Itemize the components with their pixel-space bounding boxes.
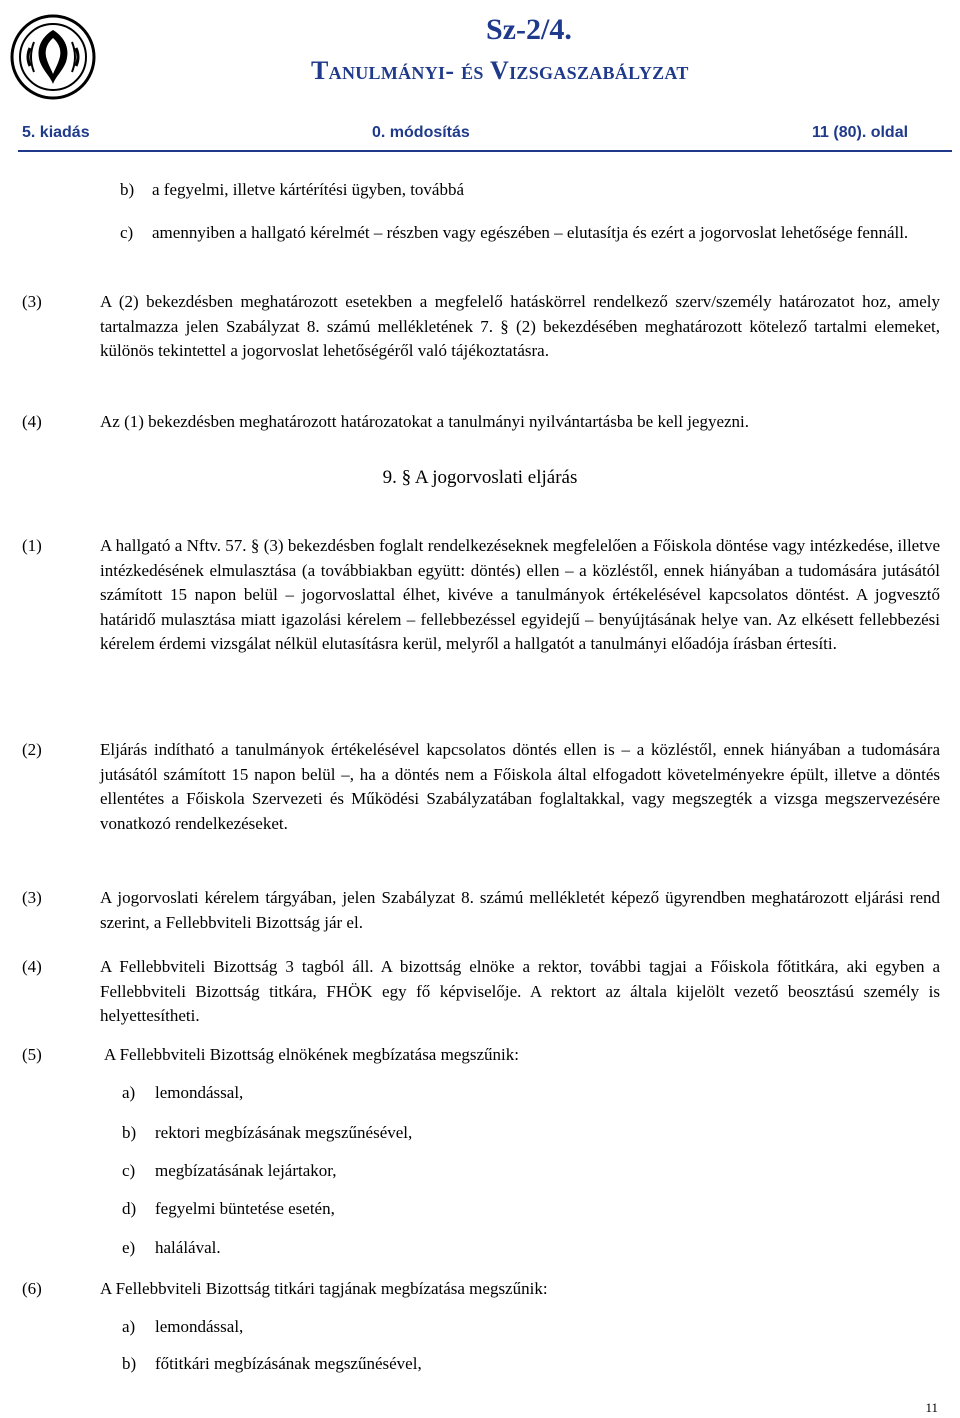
paragraph-number: (5)	[22, 1045, 42, 1064]
institution-seal-icon	[10, 14, 96, 100]
paragraph-text: A Fellebbviteli Bizottság elnökének megbízatása megszűnik:	[104, 1045, 519, 1064]
document-header	[0, 0, 960, 150]
list-item-text: lemondással,	[155, 1083, 244, 1102]
item-text: a fegyelmi, illetve kártérítési ügyben, továbbá	[152, 180, 465, 199]
paragraph-number: (4)	[22, 412, 42, 431]
list-item-label: a)	[122, 1083, 136, 1102]
paragraph-text: A (2) bekezdésben meghatározott esetekben a megfelelő hatáskörrel rendelkező szerv/személy határozatot hoz, amely tartalmazza jelen Szabályzat 8. számú mellékletének 7. § (2) bekezdésében meghatározott kötelező tartalmi elemeket, különös tekintettel a jogorvoslat lehetőségéről való tájékoztatásra.	[100, 292, 940, 360]
edition-label: 5. kiadás	[22, 124, 90, 141]
paragraph-text: Eljárás indítható a tanulmányok értékelésével kapcsolatos döntés ellen is – a közléstől, ennek hiányában a tudomására jutásától számított 15 napon belül –, ha a döntés nem a Főiskola által elfogadott követelményekre épült, illetve a döntés ellentétes a Főiskola Szervezeti és Működési Szabályzatában foglaltakkal, vagy megszegték a vizsga megszervezésére vonatkozó rendelkezéseket.	[100, 740, 940, 833]
paragraph-text: Az (1) bekezdésben meghatározott határozatokat a tanulmányi nyilvántartásba be kell jegyezni.	[100, 412, 750, 431]
item-label: b)	[120, 180, 135, 199]
list-item-label: c)	[122, 1161, 136, 1180]
list-item-label: e)	[122, 1238, 136, 1257]
paragraph-number: (2)	[22, 740, 42, 759]
modification-label: 0. módosítás	[372, 124, 470, 141]
paragraph-number: (1)	[22, 536, 42, 555]
list-item-text: lemondással,	[155, 1317, 244, 1336]
list-item-label: b)	[122, 1354, 137, 1373]
paragraph-number: (3)	[22, 292, 42, 311]
paragraph-text: A jogorvoslati kérelem tárgyában, jelen Szabályzat 8. számú mellékletét képező ügyrendben meghatározott eljárási rend szerint, a Fellebbviteli Bizottság jár el.	[100, 888, 940, 932]
header-divider	[18, 150, 952, 152]
paragraph-text: A hallgató a Nftv. 57. § (3) bekezdésben foglalt rendelkezéseknek megfelelően a Főiskola döntése vagy intézkedése, illetve intézkedésének elmulasztása (a továbbiakban együtt: döntés) ellen – a közléstől, ennek hiányában a tudomására jutásától számított 15 napon belül – jogorvoslattal élhet, kivéve a tanulmányok értékelésével kapcsolatos döntést. A jogvesztő határidő mulasztása miatt igazolási kérelem – fellebbezéssel egyidejű – benyújtásának helye van. Az elkésett fellebbezési kérelem érdemi vizsgálat nélkül elutasításra kerül, melyről a hallgatót a tanulmányi előadója írásban értesíti.	[100, 536, 940, 653]
document-title: Tanulmányi- és Vizsgaszabályzat	[311, 56, 689, 85]
paragraph-number: (3)	[22, 888, 42, 907]
paragraph-number: (4)	[22, 957, 42, 976]
list-item-text: főtitkári megbízásának megszűnésével,	[155, 1354, 422, 1373]
document-code: Sz-2/4.	[486, 13, 572, 46]
section-heading: 9. § A jogorvoslati eljárás	[382, 467, 578, 488]
paragraph-text: A Fellebbviteli Bizottság titkári tagjának megbízatása megszűnik:	[100, 1279, 548, 1298]
list-item-text: halálával.	[155, 1238, 221, 1257]
list-item-label: d)	[122, 1199, 137, 1218]
item-label: c)	[120, 223, 134, 242]
list-item-text: rektori megbízásának megszűnésével,	[155, 1123, 413, 1142]
item-text: amennyiben a hallgató kérelmét – részben vagy egészében – elutasítja és ezért a jogorvoslat lehetősége fennáll.	[152, 223, 909, 242]
paragraph-number: (6)	[22, 1279, 42, 1298]
list-item-label: a)	[122, 1317, 136, 1336]
page-info-label: 11 (80). oldal	[812, 124, 909, 141]
list-item-text: megbízatásának lejártakor,	[155, 1161, 337, 1180]
list-item-label: b)	[122, 1123, 137, 1142]
list-item-text: fegyelmi büntetése esetén,	[155, 1199, 335, 1218]
page-number: 11	[925, 1400, 938, 1415]
paragraph-text: A Fellebbviteli Bizottság 3 tagból áll. A bizottság elnöke a rektor, további tagjai a Főiskola főtitkára, aki egyben a Fellebbviteli Bizottság titkára, FHÖK egy fő képviselője. A rektort az általa kijelölt vezető beosztású személy is helyettesítheti.	[100, 957, 940, 1025]
